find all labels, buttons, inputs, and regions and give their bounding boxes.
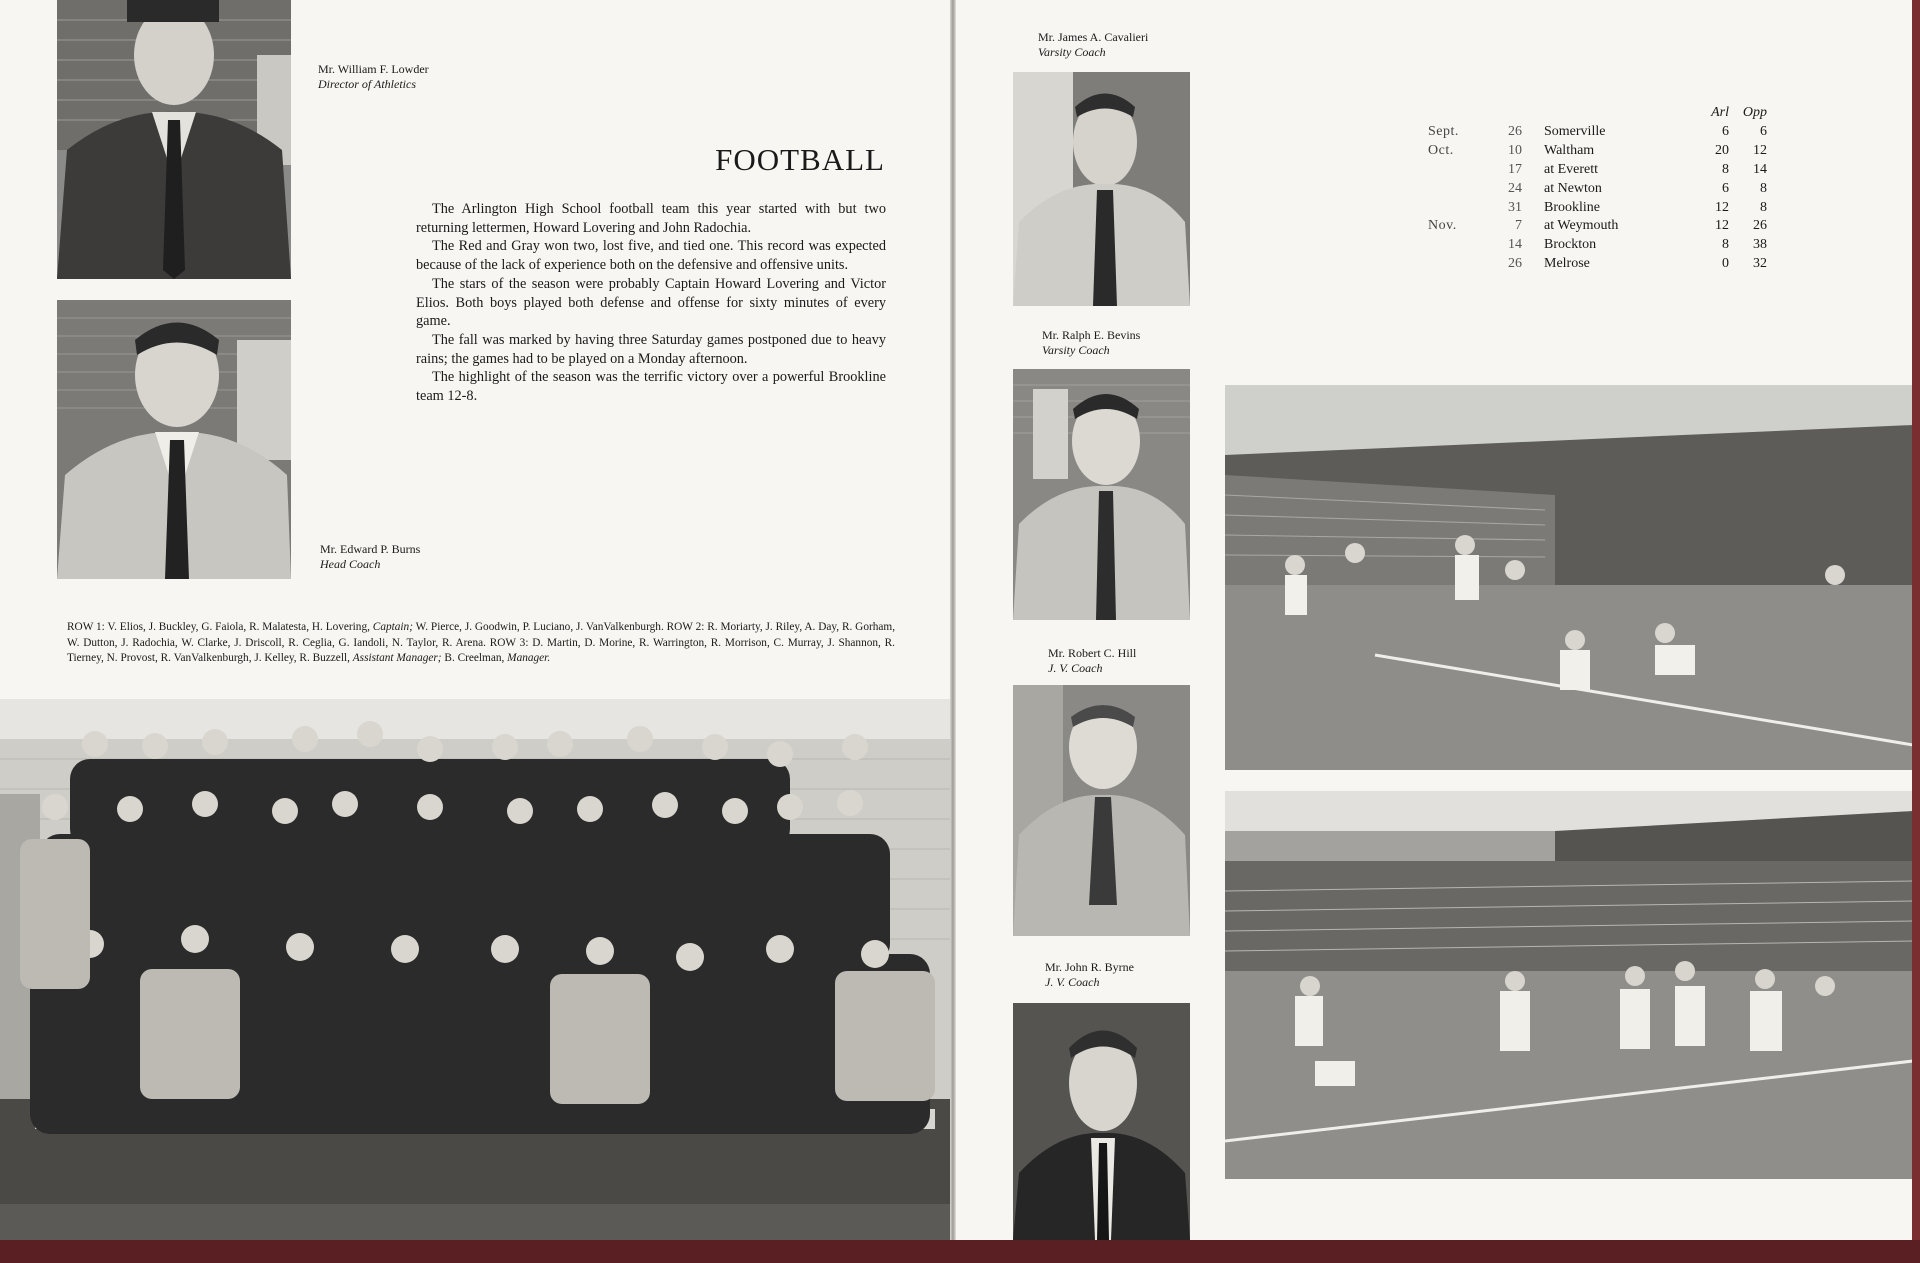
page-heading: FOOTBALL bbox=[715, 142, 885, 177]
game-opp-score: 14 bbox=[1753, 161, 1767, 177]
roster-text: ROW 1: V. Elios, J. Buckley, G. Faiola, R. Malatesta, H. Lovering, bbox=[67, 621, 370, 633]
game-day: 17 bbox=[1508, 161, 1522, 177]
portrait-cavalieri bbox=[1013, 72, 1190, 306]
game-opp-score: 38 bbox=[1753, 237, 1767, 253]
game-day: 7 bbox=[1515, 218, 1522, 234]
coach-title: J. V. Coach bbox=[1045, 975, 1100, 989]
game-opp-score: 8 bbox=[1760, 180, 1767, 196]
game-opp-score: 32 bbox=[1753, 256, 1767, 272]
schedule-row bbox=[1428, 161, 1767, 180]
roster-text: W. Pierce, J. Goodwin, P. Luciano, J. VanValkenburgh. ROW 2: R. Moriarty, J. Riley, A. Day, R. Gorham, W. Dutton, J. Radochia, W. Clarke, J. Driscoll, R. Ceglia, G. Iandoli, N. Taylor, R. Arena. ROW 3: D. Martin, D. Morine, R. Warrington, R. Morrison, C. Murray, J. Shannon, R. Tierney, N. Provost, R. VanValkenburgh, J. Kelley, R. Buzzell, bbox=[67, 621, 896, 664]
game-opp-score: 6 bbox=[1760, 123, 1767, 139]
game-opponent: Somerville bbox=[1544, 123, 1606, 139]
game-arl-score: 8 bbox=[1722, 237, 1729, 253]
game-month: Oct. bbox=[1428, 142, 1454, 158]
game-opponent: at Weymouth bbox=[1544, 218, 1619, 234]
team-roster-caption bbox=[67, 620, 895, 667]
portrait-byrne bbox=[1013, 1003, 1190, 1240]
caption-byrne bbox=[1045, 960, 1134, 990]
coach-title: Varsity Coach bbox=[1042, 343, 1110, 357]
paragraph: The Arlington High School football team this year started with but two returning lettermen, Howard Lovering and John Radochia. bbox=[416, 201, 886, 236]
portrait-lowder bbox=[57, 0, 291, 279]
roster-role: Assistant Manager; bbox=[352, 652, 442, 664]
coach-name: Mr. Ralph E. Bevins bbox=[1042, 328, 1141, 342]
col-opp: Opp bbox=[1742, 105, 1767, 120]
caption-cavalieri bbox=[1038, 30, 1148, 60]
roster-role: Captain; bbox=[372, 621, 413, 633]
schedule-header bbox=[1428, 104, 1767, 123]
book-edge bbox=[1912, 0, 1920, 1240]
coach-name: Mr. Robert C. Hill bbox=[1048, 646, 1137, 660]
game-opponent: Brockton bbox=[1544, 237, 1597, 253]
game-month bbox=[1428, 180, 1486, 199]
game-arl-score: 12 bbox=[1715, 218, 1729, 234]
coach-name: Mr. James A. Cavalieri bbox=[1038, 30, 1149, 44]
game-opp-score: 8 bbox=[1760, 199, 1767, 215]
game-action-photo-2 bbox=[1225, 791, 1913, 1179]
caption-hill bbox=[1048, 646, 1136, 676]
schedule-table bbox=[1428, 104, 1767, 274]
article-body bbox=[416, 200, 886, 406]
game-month bbox=[1428, 161, 1486, 180]
paragraph: The stars of the season were probably Captain Howard Lovering and Victor Elios. Both boys played both defense and offense for sixty minutes of every game. bbox=[416, 275, 886, 330]
portrait-burns bbox=[57, 300, 291, 579]
game-arl-score: 8 bbox=[1722, 161, 1729, 177]
game-day: 31 bbox=[1508, 199, 1522, 215]
coach-name: Mr. John R. Byrne bbox=[1045, 960, 1135, 974]
schedule-row bbox=[1428, 217, 1767, 236]
portrait-bevins bbox=[1013, 369, 1190, 620]
caption-bevins bbox=[1042, 328, 1140, 358]
game-day: 26 bbox=[1508, 256, 1522, 272]
coach-name: Mr. Edward P. Burns bbox=[320, 542, 421, 556]
schedule-row bbox=[1428, 236, 1767, 255]
coach-name: Mr. William F. Lowder bbox=[318, 62, 429, 76]
game-day: 14 bbox=[1508, 237, 1522, 253]
game-arl-score: 12 bbox=[1715, 199, 1729, 215]
coach-title: Varsity Coach bbox=[1038, 45, 1106, 59]
game-opponent: Melrose bbox=[1544, 256, 1590, 272]
game-opponent: Waltham bbox=[1544, 142, 1595, 158]
game-month bbox=[1428, 236, 1486, 255]
coach-title: J. V. Coach bbox=[1048, 661, 1103, 675]
coach-title: Director of Athletics bbox=[318, 77, 416, 91]
game-arl-score: 6 bbox=[1722, 180, 1729, 196]
team-photo bbox=[0, 699, 955, 1240]
portrait-hill bbox=[1013, 685, 1190, 936]
paragraph: The highlight of the season was the terrific victory over a powerful Brookline team 12-8. bbox=[416, 369, 886, 405]
paragraph: The Red and Gray won two, lost five, and tied one. This record was expected because of the lack of experience both on the defensive and offensive units. bbox=[416, 238, 886, 274]
roster-role: Manager. bbox=[507, 652, 551, 664]
game-arl-score: 20 bbox=[1715, 142, 1729, 158]
game-day: 26 bbox=[1508, 123, 1522, 139]
game-action-photo-1 bbox=[1225, 385, 1913, 770]
schedule-row bbox=[1428, 180, 1767, 199]
game-arl-score: 0 bbox=[1722, 256, 1729, 272]
game-day: 24 bbox=[1508, 180, 1522, 196]
col-arl: Arl bbox=[1711, 105, 1729, 120]
game-opp-score: 26 bbox=[1753, 218, 1767, 234]
schedule-row bbox=[1428, 255, 1767, 274]
schedule-row bbox=[1428, 199, 1767, 218]
coach-title: Head Coach bbox=[320, 557, 381, 571]
game-month: Sept. bbox=[1428, 123, 1459, 139]
game-month bbox=[1428, 199, 1486, 218]
paragraph: The fall was marked by having three Saturday games postponed due to heavy rains; the games had to be played on a Monday afternoon. bbox=[416, 331, 886, 367]
book-cover-edge bbox=[0, 1240, 1920, 1263]
game-opp-score: 12 bbox=[1753, 142, 1767, 158]
schedule-row bbox=[1428, 123, 1767, 142]
caption-lowder bbox=[318, 62, 429, 92]
game-month bbox=[1428, 255, 1486, 274]
game-opponent: at Newton bbox=[1544, 180, 1602, 196]
caption-burns bbox=[320, 542, 420, 572]
game-opponent: Brookline bbox=[1544, 199, 1600, 215]
schedule-row bbox=[1428, 142, 1767, 161]
game-month: Nov. bbox=[1428, 218, 1457, 234]
game-opponent: at Everett bbox=[1544, 161, 1599, 177]
page-gutter bbox=[950, 0, 956, 1240]
game-day: 10 bbox=[1508, 142, 1522, 158]
game-arl-score: 6 bbox=[1722, 123, 1729, 139]
roster-text: B. Creelman, bbox=[444, 652, 505, 664]
